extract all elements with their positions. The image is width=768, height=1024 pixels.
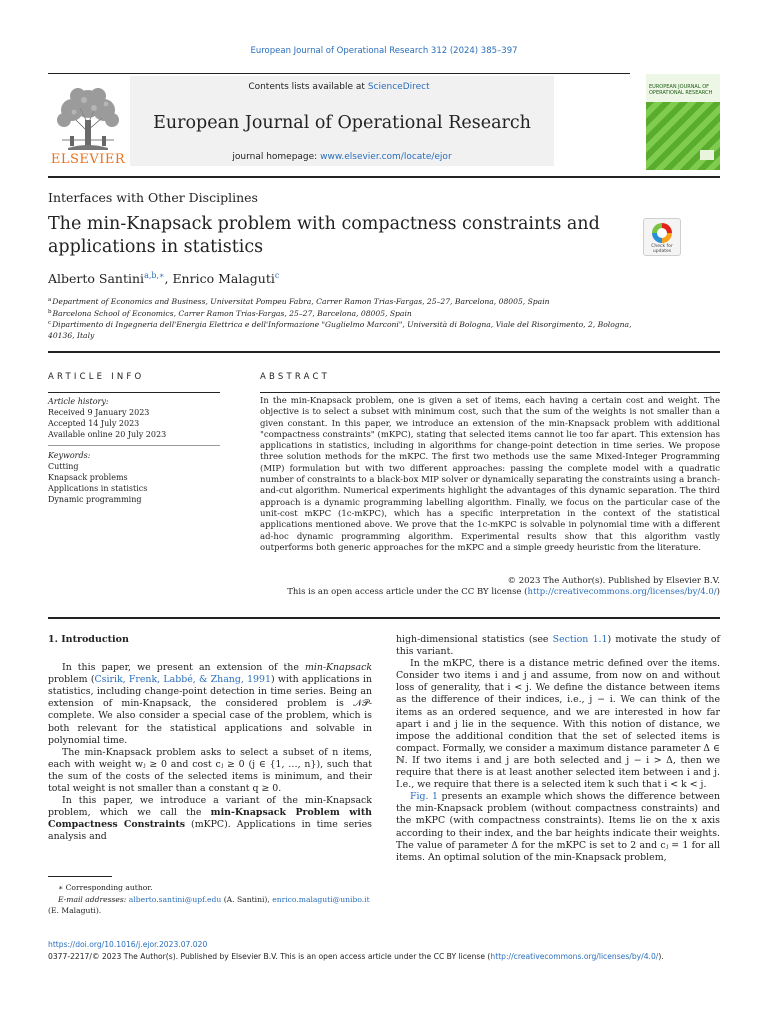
abstract-rule	[260, 392, 720, 393]
journal-citation[interactable]: European Journal of Operational Research 312 (2024) 385–397	[250, 46, 518, 56]
article-history-item: Available online 20 July 2023	[48, 430, 167, 439]
email-owner: (A. Santini),	[221, 895, 273, 904]
homepage-prefix: journal homepage:	[232, 152, 321, 162]
article-info-label: ARTICLE INFO	[48, 372, 145, 382]
author-name[interactable]: Alberto Santini	[48, 271, 145, 286]
license-link[interactable]: http://creativecommons.org/licenses/by/4.0/	[527, 587, 717, 598]
keywords-rule	[48, 445, 220, 446]
paragraph	[396, 634, 720, 658]
article-history-item: Received 9 January 2023	[48, 408, 150, 417]
footnote-rule	[48, 876, 112, 877]
license-prefix: This is an open access article under the CC BY license (	[287, 587, 528, 598]
affiliation	[48, 295, 668, 307]
elsevier-logo-text: ELSEVIER	[50, 152, 126, 167]
affiliation-text: Dipartimento di Ingegneria dell'Energia Elettrica e dell'Informazione "Guglielmo Marconi", Università di Bologna, Viale del Risorgimento, 2, Bologna, 40136, Italy	[48, 320, 632, 340]
affiliation-text: Department of Economics and Business, Universitat Pompeu Fabra, Carrer Ramon Trias-Fargas, 25–27, Barcelona, 08005, Spain	[52, 297, 550, 306]
affiliation-text: Barcelona School of Economics, Carrer Ramon Trias-Fargas, 25–27, Barcelona, 08005, Spain	[52, 309, 412, 318]
article-info-rule	[48, 392, 220, 393]
paper-title: The min-Knapsack problem with compactness constraints and applications in statistics	[48, 214, 600, 257]
cover-publisher-badge	[700, 150, 714, 160]
author-marks[interactable]: a,b,∗	[144, 271, 165, 280]
email-link[interactable]: enrico.malaguti@unibo.it	[272, 895, 370, 904]
email-footnote	[48, 894, 372, 905]
text: (mKPC). Applications in time series analysis and	[48, 819, 372, 843]
text: problem (	[48, 674, 95, 686]
abstract-text: In the min-Knapsack problem, one is given a set of items, each having a certain cost and weight. The objective is to select a subset with minimum cost, such that the sum of the weights is not smaller than a given constant. In this paper, we introduce an extension of the min-Knapsack problem with additional "compactness constraints" (mKPC), stating that selected items cannot lie too far apart. This extension has applications in statistics, including in algorithms for change-point detection in time series. We propose three solution methods for the mKPC. The first two methods use the same Mixed-Integer Programming (MIP) formulation but with two different approaches: passing the complete model with a quadratic number of constraints to a black-box MIP solver or dynamically separating the constraints using a branch-and-cut algorithm. Numerical experiments highlight the advantages of this dynamic separation. The third approach is a dynamic programming labelling algorithm. Finally, we focus on the particular case of the unit-cost mKPC (1c-mKPC), which has a specific interpretation in the context of the statistical applications mentioned above. We prove that the 1c-mKPC is solvable in polynomial time with a different ad-hoc dynamic programming algorithm. Experimental results show that this algorithm vastly outperforms both generic approaches for the mKPC and a simple greedy heuristic from the literature.	[260, 396, 720, 553]
affiliation-mark: c	[48, 320, 52, 326]
citation-link[interactable]: Csirik, Frenk, Labbé, & Zhang, 1991	[94, 674, 271, 686]
body-left-column	[48, 634, 372, 844]
keyword: Knapsack problems	[48, 473, 128, 482]
email-owner: (E. Malaguti).	[48, 906, 102, 915]
contents-prefix: Contents lists available at	[248, 82, 368, 92]
homepage-link[interactable]: www.elsevier.com/locate/ejor	[320, 152, 452, 162]
keywords-label: Keywords:	[48, 451, 91, 460]
figure-link[interactable]: Fig. 1	[410, 791, 438, 803]
section-heading: 1. Introduction	[48, 634, 129, 645]
license-suffix: )	[716, 587, 720, 598]
issn-line	[48, 952, 728, 961]
article-history-item: Accepted 14 July 2023	[48, 419, 140, 428]
doi-link[interactable]: https://doi.org/10.1016/j.ejor.2023.07.020	[48, 940, 208, 949]
author-list	[48, 271, 279, 286]
article-history-label: Article history:	[48, 397, 109, 406]
sciencedirect-link[interactable]: ScienceDirect	[367, 82, 430, 92]
text: presents an example which shows the difference between the min-Knapsack problem (without compactness constraints) and the mKPC (with compactness constraints). Items lie on the x axis according to their index, and the bar heights indicate their weights. The value of parameter Δ for the mKPC is set to 2 and cⱼ = 1 for all items. An optimal solution of the min-Knapsack problem,	[396, 791, 720, 863]
affiliation	[48, 318, 638, 341]
issn-prefix: 0377-2217/© 2023 The Author(s). Published by Elsevier B.V. This is an open access article under the CC BY license (	[48, 952, 491, 961]
text: ) motivate the study of this variant.	[396, 634, 721, 658]
email-label: E-mail addresses:	[58, 895, 129, 904]
check-updates-label: Check for updates	[651, 244, 673, 254]
paragraph	[48, 662, 372, 747]
cover-title: EUROPEAN JOURNAL OF OPERATIONAL RESEARCH	[649, 84, 713, 96]
header-bottom-rule	[48, 176, 720, 178]
email-link[interactable]: alberto.santini@upf.edu	[128, 895, 222, 904]
keyword: Dynamic programming	[48, 495, 142, 504]
affiliation-mark: a	[48, 297, 52, 303]
check-updates-icon	[652, 223, 672, 243]
paragraph: In the mKPC, there is a distance metric defined over the items. Consider two items i and j and assume, from now on and without loss of generality, that i < j. We define the distance between items as the difference of their indices, i.e., j − i. We can think of the items as an ordered sequence, and we are interested in how far apart i and j lie in the sequence. With this notion of distance, we impose the additional condition that the set of selected items is compact. Formally, we consider a maximum distance parameter Δ ∈ ℕ. If two items i and j are both selected and j − i > Δ, then we require that there is at least another selected item between i and j. I.e., we require that there is a selected item k such that i < k < j.	[396, 658, 720, 791]
author-name[interactable]: Enrico Malaguti	[172, 271, 275, 286]
header-top-rule	[48, 73, 630, 74]
paragraph	[396, 791, 720, 864]
journal-cover-image[interactable]	[646, 74, 720, 170]
abstract-copyright	[260, 576, 720, 599]
emphasis: min-Knapsack	[304, 662, 372, 674]
title-block-rule	[48, 351, 720, 353]
paragraph	[48, 795, 372, 843]
contents-line	[48, 82, 630, 92]
author-separator: ,	[164, 271, 173, 286]
keyword: Cutting	[48, 462, 79, 471]
keyword: Applications in statistics	[48, 484, 148, 493]
corresponding-author-note: ∗ Corresponding author.	[58, 883, 153, 892]
body-right-column	[396, 634, 720, 864]
paragraph: The min-Knapsack problem asks to select a subset of n items, each with weight wⱼ ≥ 0 and cost cⱼ ≥ 0 (j ∈ {1, …, n}), such that the sum of the costs of the selected items is minimum, and their total weight is not smaller than a constant q ≥ 0.	[48, 746, 372, 795]
abstract-label: ABSTRACT	[260, 372, 331, 382]
text: In this paper, we introduce a variant of the min-Knapsack problem, which we call the	[48, 795, 372, 819]
text: high-dimensional statistics (see	[396, 634, 553, 645]
journal-homepage	[130, 152, 554, 162]
text: ) with applications in statistics, including change-point detection in time series. Being an extension of min-Knapsack, the considered problem is 𝒩𝒫-complete. We also consider a special case of the problem, which is both relevant for the statistical applications and solvable in polynomial time.	[48, 674, 372, 746]
license-line	[260, 587, 720, 598]
issn-suffix: ).	[658, 952, 664, 961]
footer-license-link[interactable]: http://creativecommons.org/licenses/by/4.0/	[490, 952, 659, 961]
check-for-updates-button[interactable]	[643, 218, 681, 256]
bold-term: min-Knapsack Problem with Compactness Constraints	[48, 807, 373, 831]
journal-title: European Journal of Operational Research	[153, 113, 531, 133]
abstract-bottom-rule	[48, 617, 720, 619]
text: In this paper, we present an extension of the	[62, 662, 305, 674]
author-marks[interactable]: c	[274, 271, 280, 280]
article-section-kind: Interfaces with Other Disciplines	[48, 190, 258, 205]
affiliation-mark: b	[48, 309, 52, 315]
section-link[interactable]: Section 1.1	[552, 634, 608, 645]
copyright-line: © 2023 The Author(s). Published by Elsevier B.V.	[507, 576, 720, 586]
